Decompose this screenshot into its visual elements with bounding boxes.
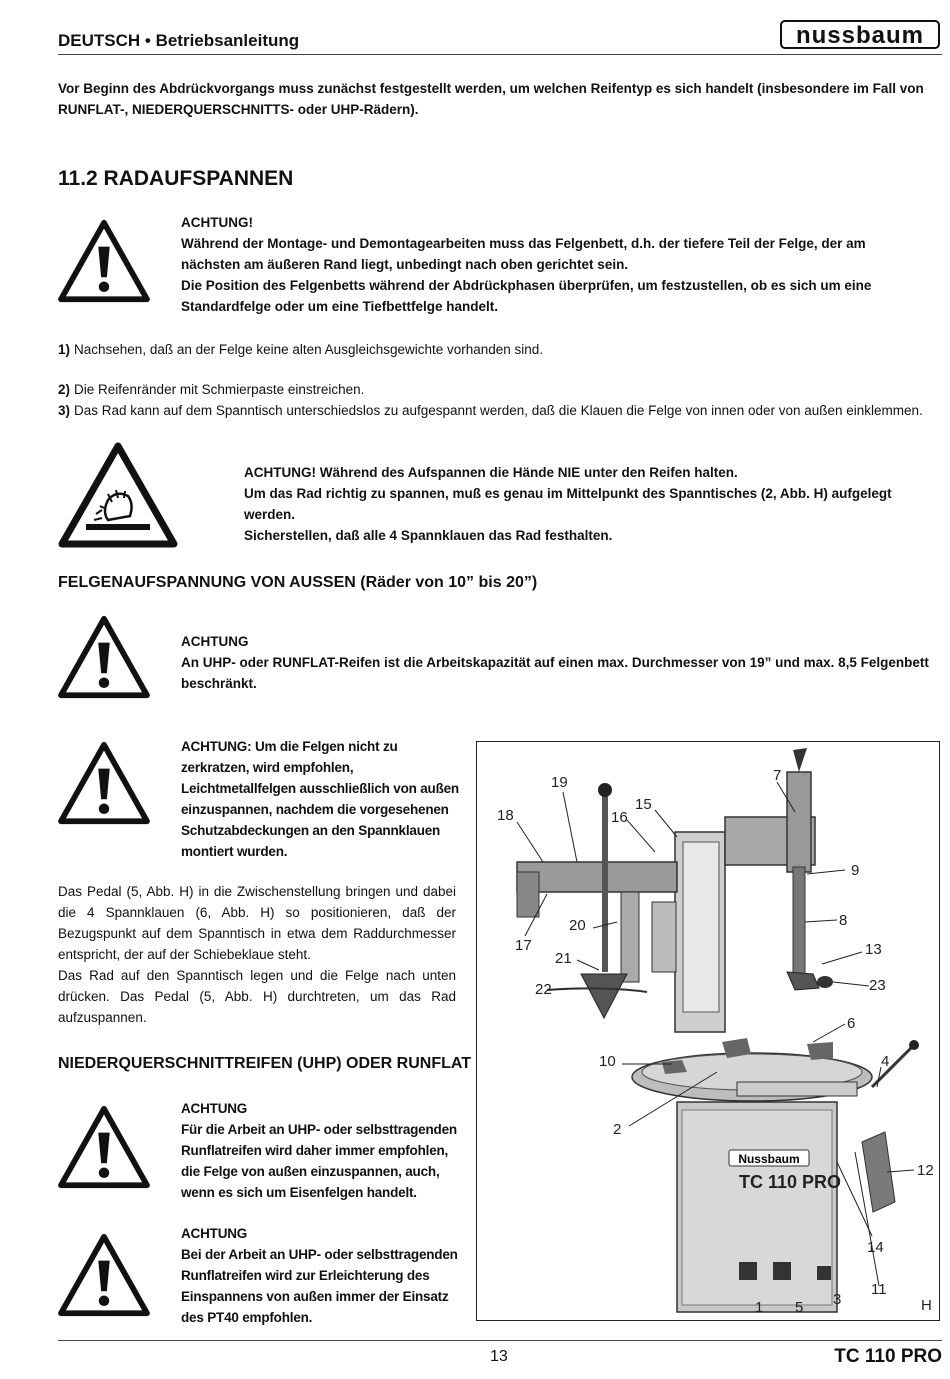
step-3-text: Das Rad kann auf dem Spanntisch unterschiedslos zu aufgespannt werden, daß die Klauen die Felge von innen oder von außen einklemmen. [74, 403, 923, 418]
step-2-text: Die Reifenränder mit Schmierpaste einstreichen. [74, 382, 365, 397]
header-rule [58, 54, 942, 55]
footer-rule [58, 1340, 942, 1341]
pedal-paragraph: Das Pedal (5, Abb. H) in die Zwischenstellung bringen und dabei die 4 Spannklauen (6, Abb. H) so positionieren, daß der Bezugspunkt auf dem Spanntisch in etwa dem Raddurchmesser entspricht, der auf der Schiebeklaue steht. [58, 884, 456, 962]
warning-3 [181, 631, 943, 694]
callout-13: 13 [865, 941, 882, 958]
page-number: 13 [490, 1348, 508, 1365]
callout-21: 21 [555, 950, 572, 967]
callout-7: 7 [773, 767, 782, 784]
warning-1-title: ACHTUNG! [181, 215, 253, 230]
warning-triangle-icon [56, 1232, 152, 1318]
callout-11: 11 [871, 1281, 887, 1298]
callout-23: 23 [869, 977, 886, 994]
step-1-text: Nachsehen, daß an der Felge keine alten Ausgleichsgewichte vorhanden sind. [74, 342, 544, 357]
callout-22: 22 [535, 981, 552, 998]
header-title: DEUTSCH • Betriebsanleitung [58, 31, 300, 50]
warning-5 [181, 1098, 461, 1203]
warning-2-line2: Um das Rad richtig zu spannen, muß es genau im Mittelpunkt des Spanntisches (2, Abb. H) aufgelegt werden. [244, 486, 892, 522]
warning-triangle-icon [56, 740, 152, 826]
callout-18: 18 [497, 807, 514, 824]
nussbaum-logo [780, 18, 940, 50]
callout-9: 9 [851, 862, 860, 879]
warning-1-line2: Die Position des Felgenbetts während der Abdrückphasen überprüfen, um festzustellen, ob es sich um eine Standardfelge oder um eine Tiefbettfelge handelt. [181, 278, 872, 314]
subsection-title-uhp-runflat: NIEDERQUERSCHNITTREIFEN (UHP) ODER RUNFLAT [58, 1055, 472, 1072]
warning-triangle-icon [56, 1104, 152, 1190]
machine-brand-label: Nussbaum [738, 1152, 800, 1166]
callout-4: 4 [881, 1053, 890, 1070]
warning-triangle-icon [56, 218, 152, 304]
warning-4-text: ACHTUNG: Um die Felgen nicht zu zerkratzen, wird empfohlen, Leichtmetallfelgen ausschließlich von außen einzuspannen, nachdem die vorgesehenen Schutzabdeckungen an den Spannklauen montiert wurden. [181, 739, 459, 859]
callout-1: 1 [755, 1299, 764, 1316]
warning-6-text: Bei der Arbeit an UHP- oder selbsttragenden Runflatreifen wird zur Erleichterung des Einspannens von außen immer der Einsatz des PT40 empfohlen. [181, 1247, 458, 1325]
subsection-title-outside-clamping: FELGENAUFSPANNUNG VON AUSSEN (Räder von 10” bis 20”) [58, 574, 538, 591]
warning-2-line1: ACHTUNG! Während des Aufspannen die Hände NIE unter den Reifen halten. [244, 465, 738, 480]
warning-2 [244, 462, 944, 546]
callout-20: 20 [569, 917, 586, 934]
intro-paragraph: Vor Beginn des Abdrückvorgangs muss zunächst festgestellt werden, um welchen Reifentyp es sich handelt (insbesondere im Fall von RUNFLAT-, NIEDERQUERSCHNITTS- oder UHP-Rädern). [58, 81, 924, 117]
figure-h [476, 741, 940, 1321]
step-3-number: 3) [58, 403, 71, 418]
callout-6: 6 [847, 1015, 856, 1032]
warning-3-title: ACHTUNG [181, 634, 249, 649]
pedal-paragraph-2: Das Rad auf den Spanntisch legen und die Felge nach unten drücken. Das Pedal (5, Abb. H) durchtreten, um das Rad aufzuspannen. [58, 968, 456, 1025]
footer-model: TC 110 PRO [834, 1346, 942, 1367]
callout-3: 3 [833, 1291, 842, 1308]
callout-17: 17 [515, 937, 532, 954]
callout-12: 12 [917, 1162, 934, 1179]
callout-16: 16 [611, 809, 628, 826]
warning-1 [181, 212, 921, 317]
callout-5: 5 [795, 1299, 804, 1316]
step-1-number: 1) [58, 342, 71, 357]
callout-19: 19 [551, 774, 568, 791]
warning-6-title: ACHTUNG [181, 1226, 248, 1241]
step-2 [58, 379, 364, 400]
callout-15: 15 [635, 796, 652, 813]
step-1 [58, 339, 543, 360]
warning-5-title: ACHTUNG [181, 1101, 248, 1116]
svg-text:nussbaum: nussbaum [795, 22, 925, 49]
callout-8: 8 [839, 912, 848, 929]
warning-triangle-icon [56, 614, 152, 700]
callout-14: 14 [867, 1239, 884, 1256]
warning-5-text: Für die Arbeit an UHP- oder selbsttragenden Runflatreifen wird daher immer empfohlen, die Felge von außen einzuspannen, auch, wenn es sich um Eisenfelgen handelt. [181, 1122, 457, 1200]
callout-2: 2 [613, 1121, 622, 1138]
warning-3-text: An UHP- oder RUNFLAT-Reifen ist die Arbeitskapazität auf einen max. Durchmesser von 19” und max. 8,5 Felgenbett beschränkt. [181, 655, 929, 691]
figure-letter: H [921, 1297, 932, 1314]
step-2-number: 2) [58, 382, 71, 397]
tire-changer-illustration [477, 742, 939, 1320]
hand-crush-warning-icon [56, 440, 180, 550]
callout-10: 10 [599, 1053, 616, 1070]
section-title: 11.2 RADAUFSPANNEN [58, 167, 294, 190]
warning-1-line1: Während der Montage- und Demontagearbeiten muss das Felgenbett, d.h. der tiefere Teil der Felge, der am nächsten am äußeren Rand liegt, unbedingt nach oben gerichtet sein. [181, 236, 866, 272]
step-3 [58, 400, 942, 421]
warning-2-line3: Sicherstellen, daß alle 4 Spannklauen das Rad festhalten. [244, 528, 613, 543]
machine-model-label: TC 110 PRO [739, 1172, 842, 1192]
warning-6 [181, 1223, 461, 1328]
